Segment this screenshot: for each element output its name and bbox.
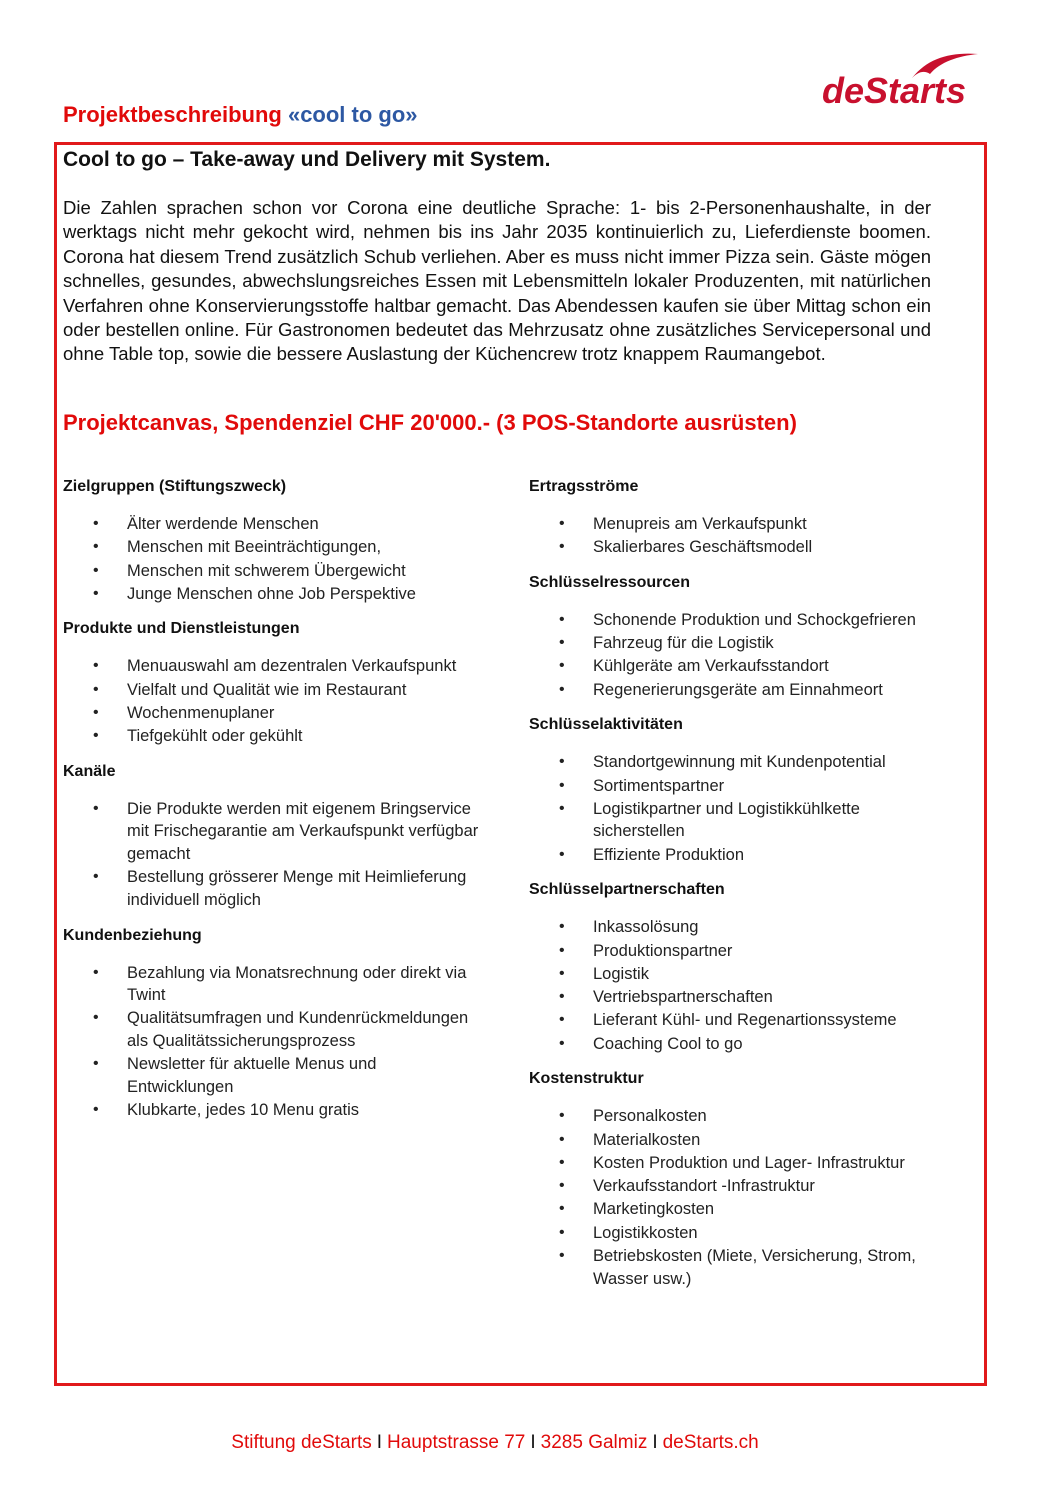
footer-part-3285-galmiz: 3285 Galmiz [540, 1432, 648, 1453]
section-title-kostenstruktur: Kostenstruktur [529, 1070, 644, 1088]
list-item-text: Bestellung grösserer Menge mit Heimlieferung individuell möglich [127, 868, 467, 909]
list-item [63, 1007, 479, 1052]
list-item-text: Logistikkosten [593, 1223, 698, 1242]
bullet-icon: • [559, 1200, 565, 1218]
list-item-text: Newsletter für aktuelle Menus und Entwicklungen [127, 1055, 377, 1096]
bullet-list [529, 751, 949, 866]
list-item-text: Logistik [593, 964, 649, 983]
list-item-text: Menschen mit schwerem Übergewicht [127, 561, 406, 580]
list-item [529, 536, 953, 559]
list-item-text: Menschen mit Beeinträchtigungen, [127, 538, 382, 557]
bullet-icon: • [559, 799, 565, 817]
bullet-icon: • [93, 515, 99, 532]
list-item [63, 536, 479, 559]
page-title-main: Projektbeschreibung [63, 102, 288, 127]
list-item-text: Kosten Produktion und Lager- Infrastruktur [593, 1153, 905, 1172]
section-title-kundenbeziehung: Kundenbeziehung [63, 926, 202, 944]
list-item [63, 725, 479, 748]
list-item-text: Kühlgeräte am Verkaufsstandort [593, 657, 829, 676]
bullet-icon: • [93, 704, 99, 721]
bullet-icon: • [559, 845, 565, 863]
list-item-text: Coaching Cool to go [593, 1034, 743, 1053]
footer-part-stiftung-destarts: Stiftung deStarts [231, 1432, 372, 1453]
list-item [529, 751, 953, 774]
footer-separator: I [376, 1432, 383, 1453]
list-item-text: Materialkosten [593, 1130, 701, 1149]
bullet-icon: • [559, 657, 565, 675]
canvas-left-column [63, 476, 483, 1135]
list-item [529, 1198, 953, 1221]
list-item [529, 513, 953, 536]
bullet-icon: • [93, 538, 99, 556]
list-item [529, 1129, 953, 1152]
list-item [529, 655, 953, 678]
bullet-icon: • [559, 964, 565, 982]
list-item-text: Marketingkosten [593, 1200, 715, 1219]
list-item [529, 963, 953, 986]
destarts-logo [822, 48, 982, 118]
section-title-kanale: Kanäle [63, 762, 116, 780]
headline: Cool to go – Take-away und Delivery mit System. [63, 148, 551, 171]
bullet-list [63, 798, 483, 912]
bullet-icon: • [93, 561, 99, 579]
list-item-text: Fahrzeug für die Logistik [593, 634, 774, 653]
list-item-text: Sortimentspartner [593, 776, 725, 795]
bullet-icon: • [93, 584, 99, 602]
list-item [63, 866, 479, 911]
bullet-icon: • [559, 610, 565, 628]
list-item [63, 513, 479, 536]
bullet-icon: • [93, 868, 99, 886]
list-item-text: Inkassolösung [593, 918, 699, 937]
list-item [529, 1105, 953, 1128]
list-item-text: Vertriebspartnerschaften [593, 988, 773, 1007]
bullet-icon: • [93, 727, 99, 745]
list-item [529, 916, 953, 939]
bullet-icon: • [559, 1177, 565, 1195]
section-title-ertragsstrome: Ertragsströme [529, 478, 639, 495]
list-item-text: Menuauswahl am dezentralen Verkaufspunkt [127, 657, 457, 676]
bullet-list [63, 962, 483, 1122]
list-item [529, 632, 953, 655]
list-item [63, 962, 479, 1007]
canvas-right-column [529, 476, 949, 1303]
list-item-text: Verkaufsstandort -Infrastruktur [593, 1177, 815, 1196]
list-item-text: Menupreis am Verkaufspunkt [593, 515, 807, 533]
list-item-text: Junge Menschen ohne Job Perspektive [127, 584, 416, 603]
list-item-text: Personalkosten [593, 1107, 707, 1126]
bullet-icon: • [559, 753, 565, 771]
list-item [63, 1099, 479, 1122]
footer-part-destarts-ch[interactable]: deStarts.ch [662, 1432, 759, 1453]
bullet-list [63, 655, 483, 747]
list-item-text: Älter werdende Menschen [127, 515, 319, 533]
list-item-text: Produktionspartner [593, 941, 733, 960]
bullet-icon: • [93, 1009, 99, 1027]
list-item-text: Die Produkte werden mit eigenem Bringservice mit Frischegarantie am Verkaufspunkt verfügbar gemacht [127, 799, 479, 864]
bullet-icon: • [559, 1107, 565, 1125]
list-item [529, 1222, 953, 1245]
footer-part-hauptstrasse-77: Hauptstrasse 77 [387, 1432, 526, 1453]
footer-separator: I [652, 1432, 658, 1453]
list-item [529, 1033, 953, 1056]
bullet-icon: • [93, 799, 99, 817]
bullet-icon: • [559, 1034, 565, 1052]
page-title-sub: «cool to go» [287, 102, 418, 127]
section-title-schlusselaktivitaten: Schlüsselaktivitäten [529, 716, 683, 734]
footer [0, 1432, 990, 1454]
list-item [63, 655, 479, 678]
list-item [529, 1245, 953, 1290]
list-item-text: Wochenmenuplaner [127, 704, 275, 722]
list-item [529, 940, 953, 963]
list-item [529, 1009, 953, 1032]
list-item-text: Betriebskosten (Miete, Versicherung, Strom, Wasser usw.) [593, 1247, 916, 1288]
list-item-text: Effiziente Produktion [593, 845, 745, 864]
footer-separator: I [530, 1432, 536, 1453]
list-item-text: Schonende Produktion und Schockgefrieren [593, 610, 916, 629]
bullet-icon: • [93, 1101, 99, 1119]
section-title-schlusselpartnerschaften: Schlüsselpartnerschaften [529, 881, 725, 899]
bullet-list [529, 513, 949, 559]
list-item [63, 560, 479, 583]
bullet-icon: • [559, 680, 565, 698]
list-item [63, 679, 479, 702]
bullet-icon: • [559, 988, 565, 1006]
list-item [63, 1053, 479, 1098]
bullet-icon: • [93, 680, 99, 698]
bullet-icon: • [559, 918, 565, 936]
list-item [63, 702, 479, 725]
list-item-text: Bezahlung via Monatsrechnung oder direkt via Twint [127, 963, 467, 1005]
bullet-icon: • [559, 1130, 565, 1148]
bullet-icon: • [559, 941, 565, 959]
list-item-text: Klubkarte, jedes 10 Menu gratis [127, 1101, 360, 1120]
bullet-icon: • [559, 1153, 565, 1171]
list-item-text: Lieferant Kühl- und Regenartionssysteme [593, 1011, 897, 1030]
list-item-text: Skalierbares Geschäftsmodell [593, 538, 813, 557]
section-title-zielgruppen-stiftungszweck: Zielgruppen (Stiftungszweck) [63, 478, 287, 495]
bullet-list [529, 609, 949, 701]
intro-paragraph: Die Zahlen sprachen schon vor Corona eine deutliche Sprache: 1- bis 2-Personenhaushalte, in der werktags nicht mehr gekocht wird, nehmen bis ins Jahr 2035 kontinuierlich zu, Lieferdienste boomen. Corona hat diesem Trend zusätzlich Schub verliehen. Aber es muss nicht immer Pizza sein. Gäste mögen schnelles, gesundes, abwechslungsreiches Essen mit Lebensmitteln lokaler Produzenten, mit natürlichen Verfahren ohne Konservierungsstoffe haltbar gemacht. Das Abendessen kaufen sie über Mittag schon ein oder bestellen online. Für Gastronomen bedeutet das Mehrzusatz ohne zusätzliches Servicepersonal und ohne Table top, sowie die bessere Auslastung der Küchencrew trotz knappem Raumangebot. [63, 197, 931, 365]
bullet-icon: • [93, 963, 99, 981]
bullet-icon: • [559, 1011, 565, 1029]
list-item-text: Regenerierungsgeräte am Einnahmeort [593, 680, 883, 699]
list-item-text: Standortgewinnung mit Kundenpotential [593, 753, 886, 772]
list-item-text: Tiefgekühlt oder gekühlt [127, 727, 303, 746]
canvas-title: Projektcanvas, Spendenziel CHF 20'000.- (3 POS-Standorte ausrüsten) [63, 410, 797, 435]
bullet-icon: • [559, 634, 565, 652]
bullet-icon: • [93, 657, 99, 675]
bullet-icon: • [559, 776, 565, 794]
bullet-list [63, 513, 483, 605]
list-item [529, 986, 953, 1009]
list-item [529, 775, 953, 798]
list-item-text: Qualitätsumfragen und Kundenrückmeldungen als Qualitätssicherungsprozess [127, 1009, 469, 1050]
logo-text: deStarts [822, 70, 967, 111]
page-title [63, 102, 418, 128]
list-item-text: Logistikpartner und Logistikkühlkette sicherstellen [593, 799, 860, 841]
list-item [529, 1152, 953, 1175]
section-title-produkte-und-dienstleistungen: Produkte und Dienstleistungen [63, 620, 300, 638]
list-item [529, 844, 953, 867]
bullet-list [529, 1105, 949, 1290]
section-title-schlusselressourcen: Schlüsselressourcen [529, 573, 690, 591]
list-item [529, 798, 953, 843]
list-item [529, 1175, 953, 1198]
list-item [63, 583, 479, 606]
bullet-icon: • [559, 1247, 565, 1265]
bullet-icon: • [559, 1223, 565, 1241]
list-item-text: Vielfalt und Qualität wie im Restaurant [127, 680, 407, 699]
list-item [529, 679, 953, 702]
bullet-icon: • [93, 1055, 99, 1073]
bullet-icon: • [559, 538, 565, 556]
list-item [529, 609, 953, 632]
list-item [63, 798, 479, 866]
bullet-icon: • [559, 515, 565, 532]
bullet-list [529, 916, 949, 1055]
